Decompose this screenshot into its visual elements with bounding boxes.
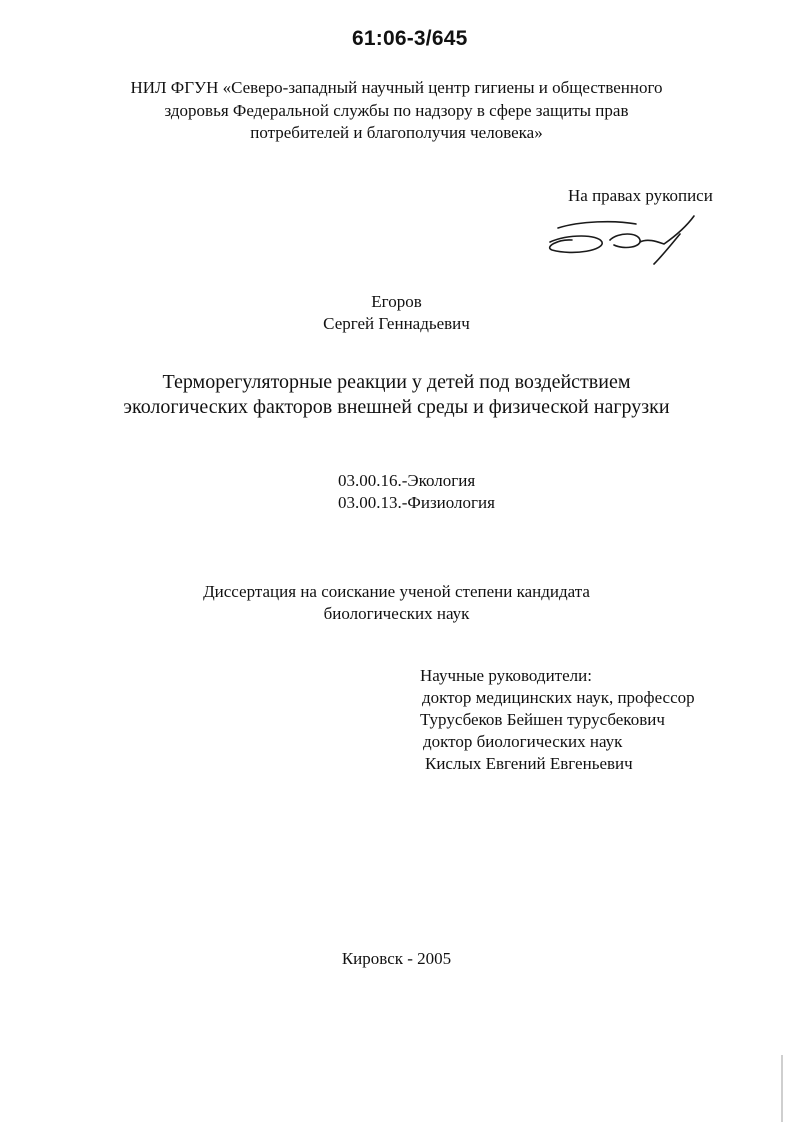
manuscript-rights-note: На правах рукописи: [568, 186, 713, 205]
organization-block: [0, 77, 793, 145]
supervisors-block: [418, 665, 695, 775]
title-line: экологических факторов внешней среды и физической нагрузки: [123, 396, 670, 418]
organization-line: здоровья Федеральной службы по надзору в сфере защиты прав: [164, 100, 629, 120]
supervisor-name: Кислых Евгений Евгеньевич: [425, 754, 633, 773]
supervisors-heading: Научные руководители:: [420, 666, 592, 685]
organization-line: потребителей и благополучия человека»: [250, 123, 543, 142]
degree-line: биологических наук: [323, 604, 470, 623]
specialty-ecology: 03.00.16.-Экология: [338, 471, 476, 490]
dissertation-title: [0, 370, 793, 420]
handwritten-signature: [540, 212, 700, 268]
catalog-number: 61:06-3/645: [352, 27, 468, 50]
specialty-physiology: 03.00.13.-Физиология: [338, 493, 495, 512]
degree-statement: [0, 581, 793, 625]
organization-line: НИЛ ФГУН «Северо-западный научный центр гигиены и общественного: [130, 78, 663, 97]
supervisor-name: Турусбеков Бейшен турусбекович: [420, 710, 665, 729]
title-line: Терморегуляторные реакции у детей под воздействием: [162, 371, 631, 393]
degree-line: Диссертация на соискание ученой степени кандидата: [203, 582, 590, 601]
author-given-names: Сергей Геннадьевич: [323, 314, 470, 333]
place-and-year: Кировск - 2005: [341, 949, 452, 968]
author-block: [0, 291, 793, 335]
scan-edge-mark: [781, 1055, 783, 1122]
supervisor-degree: доктор биологических наук: [423, 732, 623, 751]
supervisor-degree: доктор медицинских наук, профессор: [422, 688, 695, 707]
author-surname: Егоров: [371, 292, 422, 311]
